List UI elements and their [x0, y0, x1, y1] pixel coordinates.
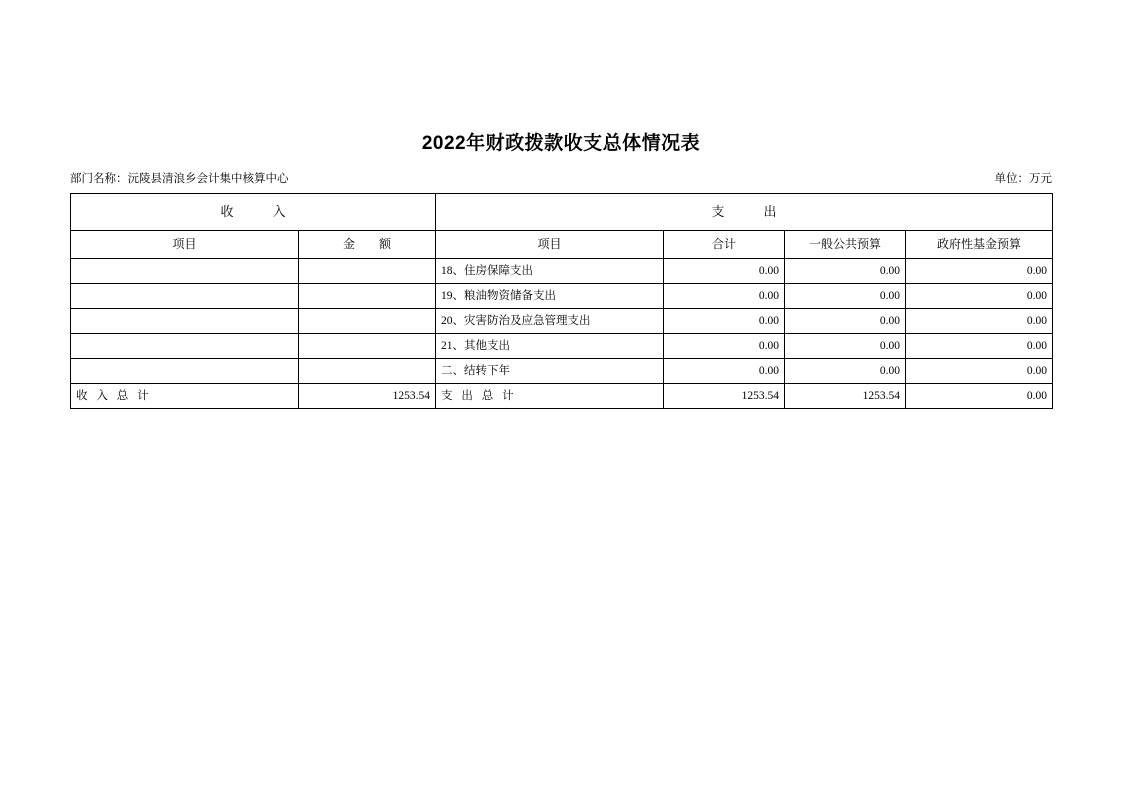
cell-income-item [71, 284, 299, 309]
department-name: 部门名称：沅陵县清浪乡会计集中核算中心 [70, 173, 289, 185]
cell-income-amount [299, 284, 436, 309]
cell-exp-fund: 0.00 [906, 259, 1053, 284]
table-row [71, 259, 1053, 284]
table-row [71, 309, 1053, 334]
cell-income-item [71, 259, 299, 284]
column-header-exp-general: 一般公共预算 [785, 231, 906, 259]
unit-label: 单位：万元 [994, 173, 1052, 185]
cell-exp-total: 0.00 [664, 359, 785, 384]
table-total-row [71, 384, 1053, 409]
table-row [71, 284, 1053, 309]
cell-exp-fund: 0.00 [906, 334, 1053, 359]
cell-income-total-label: 收 入 总 计 [71, 384, 299, 409]
cell-exp-general: 0.00 [785, 259, 906, 284]
column-header-exp-item: 项目 [436, 231, 664, 259]
cell-income-amount [299, 309, 436, 334]
cell-exp-general: 0.00 [785, 284, 906, 309]
cell-exp-total: 0.00 [664, 259, 785, 284]
cell-exp-total-fund: 0.00 [906, 384, 1053, 409]
cell-exp-fund: 0.00 [906, 284, 1053, 309]
column-header-exp-fund: 政府性基金预算 [906, 231, 1053, 259]
table-row [71, 359, 1053, 384]
cell-income-amount [299, 259, 436, 284]
cell-exp-item: 二、结转下年 [436, 359, 664, 384]
column-header-exp-total: 合计 [664, 231, 785, 259]
cell-exp-item: 19、粮油物资储备支出 [436, 284, 664, 309]
table-column-header-row [71, 231, 1053, 259]
cell-income-item [71, 359, 299, 384]
cell-exp-item: 18、住房保障支出 [436, 259, 664, 284]
group-header-income: 收 入 [71, 194, 436, 231]
column-header-income-amount: 金 额 [299, 231, 436, 259]
page-title: 2022年财政拨款收支总体情况表 [421, 133, 701, 154]
cell-exp-total-general: 1253.54 [785, 384, 906, 409]
cell-exp-total-label: 支 出 总 计 [436, 384, 664, 409]
cell-exp-total: 0.00 [664, 334, 785, 359]
table-row [71, 334, 1053, 359]
cell-exp-total-amount: 1253.54 [664, 384, 785, 409]
table-group-header-row [71, 194, 1053, 231]
cell-exp-general: 0.00 [785, 359, 906, 384]
cell-exp-general: 0.00 [785, 334, 906, 359]
cell-income-item [71, 334, 299, 359]
cell-exp-general: 0.00 [785, 309, 906, 334]
cell-income-amount [299, 359, 436, 384]
cell-exp-fund: 0.00 [906, 359, 1053, 384]
cell-income-amount [299, 334, 436, 359]
group-header-expenditure: 支 出 [436, 194, 1053, 231]
cell-exp-fund: 0.00 [906, 309, 1053, 334]
meta-row [70, 170, 1052, 186]
cell-exp-item: 21、其他支出 [436, 334, 664, 359]
cell-income-total-amount: 1253.54 [299, 384, 436, 409]
column-header-income-item: 项目 [71, 231, 299, 259]
budget-table [70, 193, 1053, 409]
cell-exp-total: 0.00 [664, 309, 785, 334]
cell-exp-item: 20、灾害防治及应急管理支出 [436, 309, 664, 334]
cell-income-item [71, 309, 299, 334]
cell-exp-total: 0.00 [664, 284, 785, 309]
